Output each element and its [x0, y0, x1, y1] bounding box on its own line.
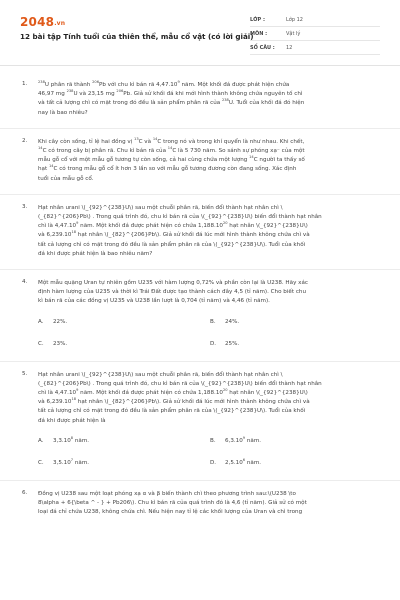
question-number: 3.: [22, 203, 28, 210]
question-line: định hàm lượng của U235 và thời kì Trái Đất được tạo thành cách đây 4,5 (tỉ năm). Cho biết chu: [38, 289, 306, 296]
answer-option[interactable]: [210, 319, 382, 325]
meta-value: Lớp 12: [286, 16, 303, 23]
question-text: [38, 490, 382, 518]
question-text: [38, 138, 382, 184]
meta-value: 12: [286, 44, 293, 51]
document-title: 12 bài tập Tính tuổi của thiên thể, mẫu cổ vật (có lời giải): [20, 32, 254, 41]
question-list: [0, 72, 400, 517]
question-line: và 6,239.10$^{18}$ hạt nhân \(_{82}^{206}Pb\). Giả sử khối đá lúc mới hình thành không chứa chì và: [38, 230, 310, 239]
question-line: Hạt nhân urani \(_{92}^{238}U\) sau một chuỗi phân rã, biến đổi thành hạt nhân chì \: [38, 371, 283, 378]
meta-value: Vật lý: [286, 30, 301, 37]
question-text: [38, 204, 382, 259]
question-item: [0, 270, 400, 362]
meta-label: MÔN :: [250, 30, 268, 37]
option-letter: D.: [210, 459, 217, 466]
question-item: [0, 362, 400, 481]
question-line: đá khi được phát hiện là bao nhiêu năm?: [38, 250, 153, 257]
answer-option[interactable]: [38, 438, 210, 444]
question-text: [38, 279, 382, 307]
question-line: mẫu gỗ cổ với một mẫu gỗ tương tự còn sống, cả hai cùng chứa một lượng $^{14}$C người ta thấy số: [38, 155, 305, 164]
page-header: [0, 0, 400, 66]
option-letter: D.: [210, 340, 217, 347]
question-line: (_{82}^{206}Pb\) . Trong quá trình đó, chu kì bán rã của \(_{92}^{238}U\) biến đổi thành hạt nhân: [38, 214, 322, 221]
question-line: Hạt nhân urani \(_{92}^{238}U\) sau một chuỗi phân rã, biến đổi thành hạt nhân chì \: [38, 204, 283, 211]
question-line: loại đá chỉ chứa U238, không chứa chì. Nếu hiện nay tỉ lệ các khối lượng của Uran và chì trong: [38, 509, 303, 516]
question-number: 4.: [22, 279, 28, 286]
question-line: nay là bao nhiêu?: [38, 109, 88, 116]
question-line: chì là 4,47.10$^9$ năm. Một khối đá được phát hiện có chứa 1,188.10$^{20}$ hạt nhân \(_{92}^{238}U\): [38, 221, 308, 230]
meta-row-count: [250, 41, 380, 55]
question-number: 6.: [22, 489, 28, 496]
question-number: 5.: [22, 370, 28, 377]
question-line: và tất cả lượng chì có mặt trong đó đều là sản phẩm phân rã của $^{238}$U. Tuổi của khối đá đó hiện: [38, 98, 305, 107]
question-text: [38, 371, 382, 426]
question-line: (_{82}^{206}Pb\) . Trong quá trình đó, chu kì bán rã của \(_{92}^{238}U\) biến đổi thành hạt nhân: [38, 380, 322, 387]
option-letter: C.: [38, 340, 44, 347]
question-number: 2.: [22, 137, 28, 144]
option-value: 24%.: [225, 318, 240, 325]
option-letter: B.: [210, 437, 216, 444]
answer-options: [38, 438, 382, 466]
option-value: 3,5.10$^7$ năm.: [53, 458, 90, 466]
question-line: $^{14}$C có trong cây bị phân rã. Chu kì bán rã của $^{14}$C là 5 730 năm. So sánh sự phóng xạ⁻ của một: [38, 146, 305, 155]
option-letter: C.: [38, 459, 44, 466]
question-line: Khi cây còn sống, tỉ lệ hai đồng vị $^{13}$C và $^{14}$C trong nó và trong khí quyển là như nhau. Khi chết,: [38, 136, 305, 145]
question-line: chì là 4,47.10$^9$ năm. Một khối đá được phát hiện có chứa 1,188.10$^{20}$ hạt nhân \(_{92}^{238}U\): [38, 388, 308, 397]
option-value: 22%.: [53, 318, 68, 325]
option-value: 6,3.10$^9$ năm.: [225, 436, 262, 444]
question-line: kì bán rã của các đồng vị U235 và U238 lần lượt là 0,704 (tỉ năm) và 4,46 (tỉ năm).: [38, 298, 270, 305]
option-letter: B.: [210, 318, 216, 325]
question-item: [0, 72, 400, 129]
option-value: 23%.: [53, 340, 68, 347]
option-value: 2,5.10$^6$ năm.: [225, 458, 262, 466]
question-line: hạt $^{14}$C có trong mẫu gỗ cổ ít hơn 3 lần so với mẫu gỗ tương đương còn đang sống. Xác định: [38, 164, 297, 173]
answer-option[interactable]: [38, 341, 210, 347]
answer-option[interactable]: [210, 460, 382, 466]
option-letter: A.: [38, 318, 44, 325]
question-line: 46,97 mg $^{238}$U và 23,15 mg $^{206}$Pb. Giả sử khối đá khi mới hình thành không chứa nguyên tố chì: [38, 89, 303, 98]
site-logo[interactable]: 2048.vn: [20, 15, 66, 29]
question-line: 8\alpha + 6{\beta ^ - } + Pb206\). Chu kì bán rã của quá trình đó là 4,6 (tỉ năm). Giả sử có một: [38, 500, 307, 507]
meta-label: SỐ CÂU :: [250, 44, 275, 51]
meta-row-subject: [250, 27, 380, 41]
answer-options: [38, 319, 382, 347]
option-letter: A.: [38, 437, 44, 444]
answer-option[interactable]: [210, 438, 382, 444]
question-item: [0, 129, 400, 195]
option-value: 25%.: [225, 340, 240, 347]
document-meta: [250, 13, 380, 55]
question-number: 1.: [22, 81, 28, 87]
meta-label: LỚP :: [250, 16, 265, 23]
question-text: [38, 81, 382, 118]
question-line: Đồng vị U238 sau một loạt phóng xạ α và β biến thành chì theo phương trình sau:\(U238 \to: [38, 490, 296, 497]
question-line: tất cả lượng chì có mặt trong đó đều là sản phẩm phân rã của \(_{92}^{238}U\). Tuổi của khối: [38, 408, 306, 415]
question-line: và 6,239.10$^{18}$ hạt nhân \(_{82}^{206}Pb\). Giả sử khối đá lúc mới hình thành không chứa chì và: [38, 397, 310, 406]
question-line: Một mẫu quặng Uran tự nhiên gồm U235 với hàm lượng 0,72% và phần còn lại là U238. Hãy xác: [38, 280, 308, 287]
question-line: tất cả lượng chì có mặt trong đó đều là sản phẩm phân rã của \(_{92}^{238}U\). Tuổi của khối: [38, 241, 306, 248]
question-line: đá khi được phát hiện là: [38, 417, 106, 424]
answer-option[interactable]: [38, 319, 210, 325]
question-item: [0, 481, 400, 518]
question-item: [0, 195, 400, 270]
answer-option[interactable]: [38, 460, 210, 466]
question-line: tuổi của mẫu gỗ cổ.: [38, 175, 94, 182]
answer-option[interactable]: [210, 341, 382, 347]
question-line: $^{238}$U phân rã thành $^{206}$Pb với chu kì bán rã 4,47.10$^9$ năm. Một khối đá được phát hiện chứa: [38, 80, 290, 88]
option-value: 3,3.10$^8$ năm.: [53, 436, 90, 444]
meta-row-class: [250, 13, 380, 27]
